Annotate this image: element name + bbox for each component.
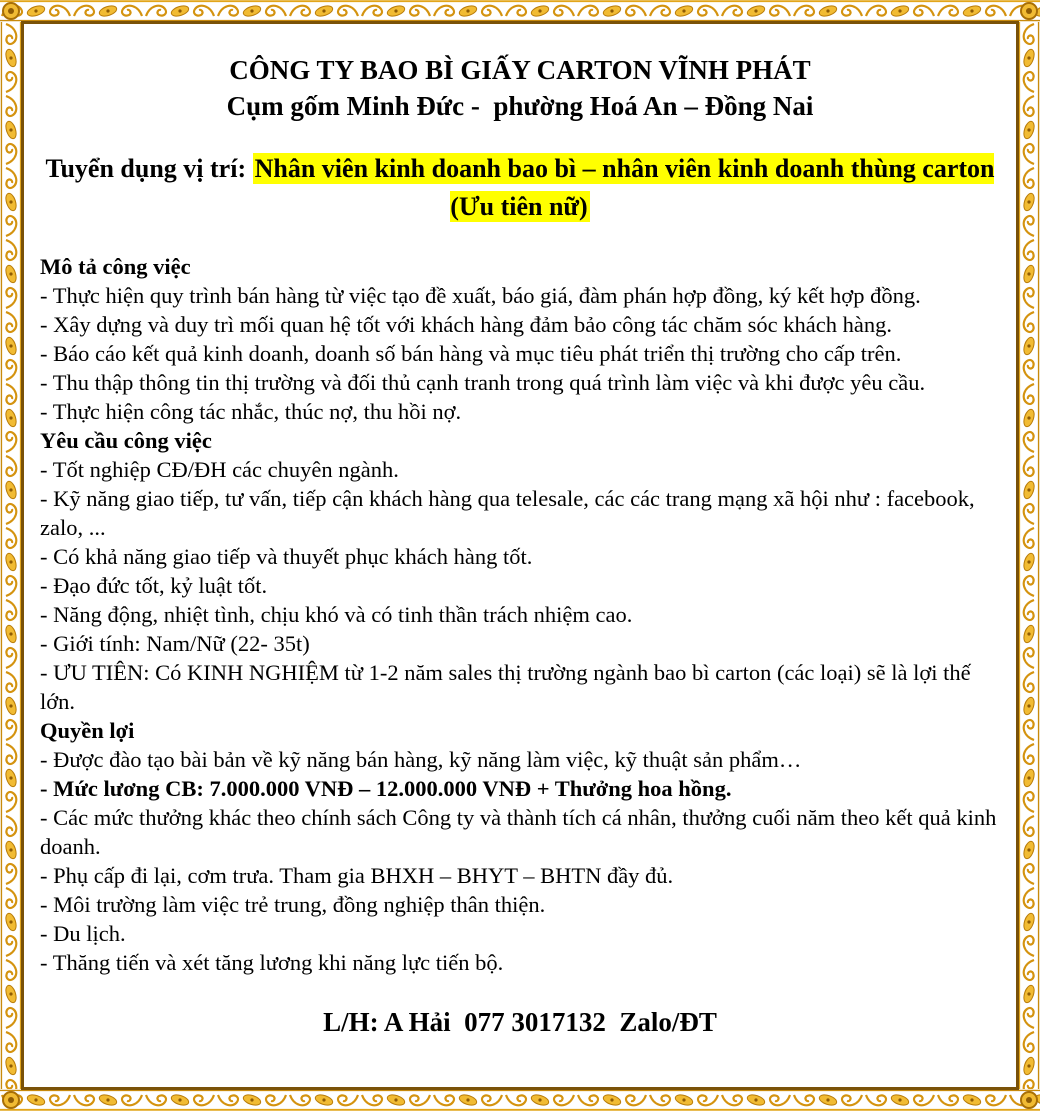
- section-heading: Mô tả công việc: [40, 254, 191, 279]
- bullet-item: - Du lịch.: [40, 921, 126, 946]
- bullet-item: - Môi trường làm việc trẻ trung, đồng nghiệp thân thiện.: [40, 892, 546, 917]
- decorative-corner-icon: [1018, 0, 1040, 22]
- section: [40, 716, 1000, 977]
- recruit-position-highlight: Nhân viên kinh doanh bao bì – nhân viên kinh doanh thùng carton (Ưu tiên nữ): [254, 154, 995, 221]
- recruit-label: Tuyển dụng vị trí:: [45, 154, 253, 183]
- decorative-corner-icon: [0, 0, 22, 22]
- bullet-item: - Các mức thưởng khác theo chính sách Công ty và thành tích cá nhân, thưởng cuối năm theo kết quả kinh doanh.: [40, 805, 997, 859]
- company-address: Cụm gốm Minh Đức - phường Hoá An – Đồng Nai: [226, 91, 814, 121]
- contact-line: L/H: A Hải 077 3017132 Zalo/ĐT: [323, 1007, 717, 1037]
- bullet-item: - Thực hiện công tác nhắc, thúc nợ, thu hồi nợ.: [40, 399, 462, 424]
- bullet-item: - Phụ cấp đi lại, cơm trưa. Tham gia BHXH – BHYT – BHTN đầy đủ.: [40, 863, 674, 888]
- flyer-content: [24, 24, 1016, 1087]
- bullet-item: - Năng động, nhiệt tình, chịu khó và có tinh thần trách nhiệm cao.: [40, 602, 633, 627]
- bullet-item: - Tốt nghiệp CĐ/ĐH các chuyên ngành.: [40, 457, 399, 482]
- section: [40, 252, 1000, 426]
- bullet-item: - ƯU TIÊN: Có KINH NGHIỆM từ 1-2 năm sales thị trường ngành bao bì carton (các loại) sẽ là lợi thế lớn.: [40, 660, 971, 714]
- bullet-item: - Giới tính: Nam/Nữ (22- 35t): [40, 631, 310, 656]
- decorative-corner-icon: [1018, 1089, 1040, 1111]
- bullet-item: - Kỹ năng giao tiếp, tư vấn, tiếp cận khách hàng qua telesale, các các trang mạng xã hội như : facebook, zalo, ...: [40, 486, 975, 540]
- decorative-border-left: [0, 22, 22, 1089]
- bullet-item: - Xây dựng và duy trì mối quan hệ tốt với khách hàng đảm bảo công tác chăm sóc khách hàng.: [40, 312, 892, 337]
- section: [40, 426, 1000, 716]
- decorative-border-bottom: [0, 1089, 1040, 1111]
- decorative-border-right: [1018, 22, 1040, 1089]
- bullet-item: - Mức lương CB: 7.000.000 VNĐ – 12.000.000 VNĐ + Thưởng hoa hồng.: [40, 776, 732, 801]
- bullet-item: - Báo cáo kết quả kinh doanh, doanh số bán hàng và mục tiêu phát triển thị trường cho cấp trên.: [40, 341, 902, 366]
- bullet-item: - Thực hiện quy trình bán hàng từ việc tạo đề xuất, báo giá, đàm phán hợp đồng, ký kết hợp đồng.: [40, 283, 921, 308]
- sections: [40, 252, 1000, 977]
- recruit-position-line: [40, 150, 1000, 226]
- header-block: [40, 52, 1000, 124]
- bullet-item: - Thu thập thông tin thị trường và đối thủ cạnh tranh trong quá trình làm việc và khi được yêu cầu.: [40, 370, 926, 395]
- bullet-item: - Thăng tiến và xét tăng lương khi năng lực tiến bộ.: [40, 950, 504, 975]
- decorative-border-top: [0, 0, 1040, 22]
- company-name: CÔNG TY BAO BÌ GIẤY CARTON VĨNH PHÁT: [229, 55, 811, 85]
- bullet-item: - Đạo đức tốt, kỷ luật tốt.: [40, 573, 268, 598]
- section-heading: Yêu cầu công việc: [40, 428, 212, 453]
- section-heading: Quyền lợi: [40, 718, 135, 743]
- decorative-corner-icon: [0, 1089, 22, 1111]
- bullet-item: - Có khả năng giao tiếp và thuyết phục khách hàng tốt.: [40, 544, 533, 569]
- bullet-item: - Được đào tạo bài bản về kỹ năng bán hàng, kỹ năng làm việc, kỹ thuật sản phẩm…: [40, 747, 802, 772]
